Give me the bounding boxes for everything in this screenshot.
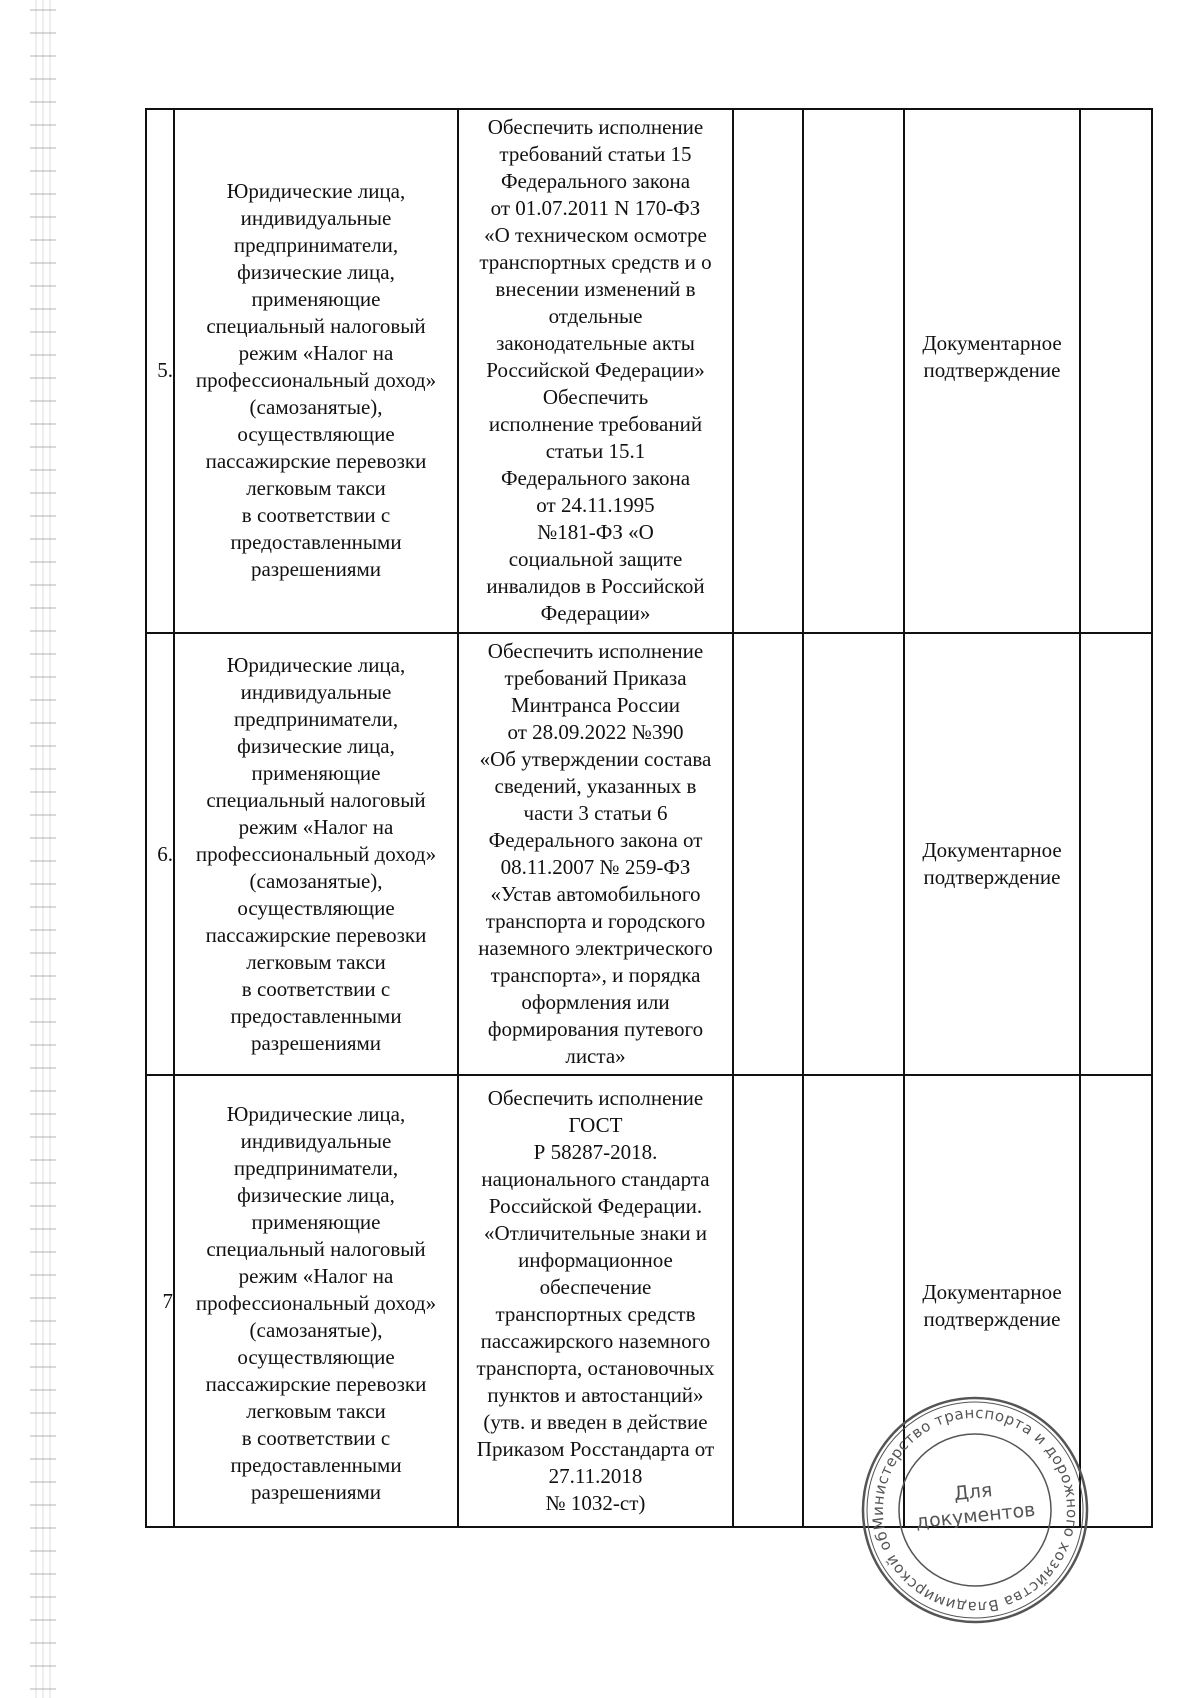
row-subjects: Юридические лица, индивидуальные предприниматели, физические лица, применяющие специальный налоговый режим «Налог на профессиональный доход» (самозанятые), осуществляющие пассажирские перевозки легковым такси в соответствии с предоставленными разрешениями: [195, 1101, 437, 1504]
row-number: 5.: [157, 357, 173, 382]
row-subjects: Юридические лица, индивидуальные предприниматели, физические лица, применяющие специальный налоговый режим «Налог на профессиональный доход» (самозанятые), осуществляющие пассажирские перевозки легковым такси в соответствии с предоставленными разрешениями: [195, 652, 437, 1055]
row-number: 6.: [157, 841, 173, 866]
row-number: 7: [162, 1288, 173, 1313]
row-result: Документарное подтверждение: [922, 331, 1062, 382]
row-requirement: Обеспечить исполнение ГОСТ Р 58287-2018. национального стандарта Российской Федерации. «Отличительные знаки и информационное обеспечение транспортных средств пассажирского наземного транспорта, остановочных пунктов и автостанций» (утв. и введен в действие Приказом Росстандарта от 27.11.2018 № 1032-ст): [476, 1086, 715, 1515]
table-divider: [1079, 108, 1081, 1528]
stamp-center-line1: Для: [952, 1479, 994, 1506]
table-border-right: [1151, 108, 1153, 1528]
official-stamp: [855, 1390, 1095, 1630]
row-result: Документарное подтверждение: [922, 1280, 1062, 1331]
requirements-table: [145, 108, 1153, 1528]
row-requirement: Обеспечить исполнение требований статьи 15 Федерального закона от 01.07.2011 N 170-ФЗ «О техническом осмотре транспортных средств и о внесении изменений в отдельные законодательные акты Российской Федерации» Обеспечить исполнение требований статьи 15.1 Федерального закона от 24.11.1995 №181-ФЗ «О социальной защите инвалидов в Российской Федерации»: [479, 114, 712, 625]
row-requirement: Обеспечить исполнение требований Приказа Минтранса России от 28.09.2022 №390 «Об утверждении состава сведений, указанных в части 3 статьи 6 Федерального закона от 08.11.2007 № 259-ФЗ «Устав автомобильного транспорта и городского наземного электрического транспорта», и порядка оформления или формирования путевого листа»: [478, 639, 713, 1068]
stamp-center-line2: документов: [914, 1498, 1037, 1534]
scan-edge-noise: [30, 0, 56, 1698]
row-subjects: Юридические лица, индивидуальные предприниматели, физические лица, применяющие специальный налоговый режим «Налог на профессиональный доход» (самозанятые), осуществляющие пассажирские перевозки легковым такси в соответствии с предоставленными разрешениями: [195, 178, 437, 581]
row-result: Документарное подтверждение: [922, 838, 1062, 889]
table-divider: [732, 108, 734, 1528]
stamp-ring-text: Министерство транспорта и дорожного хозяйства Владимирской области: [868, 1403, 1082, 1617]
table-divider: [802, 108, 804, 1528]
